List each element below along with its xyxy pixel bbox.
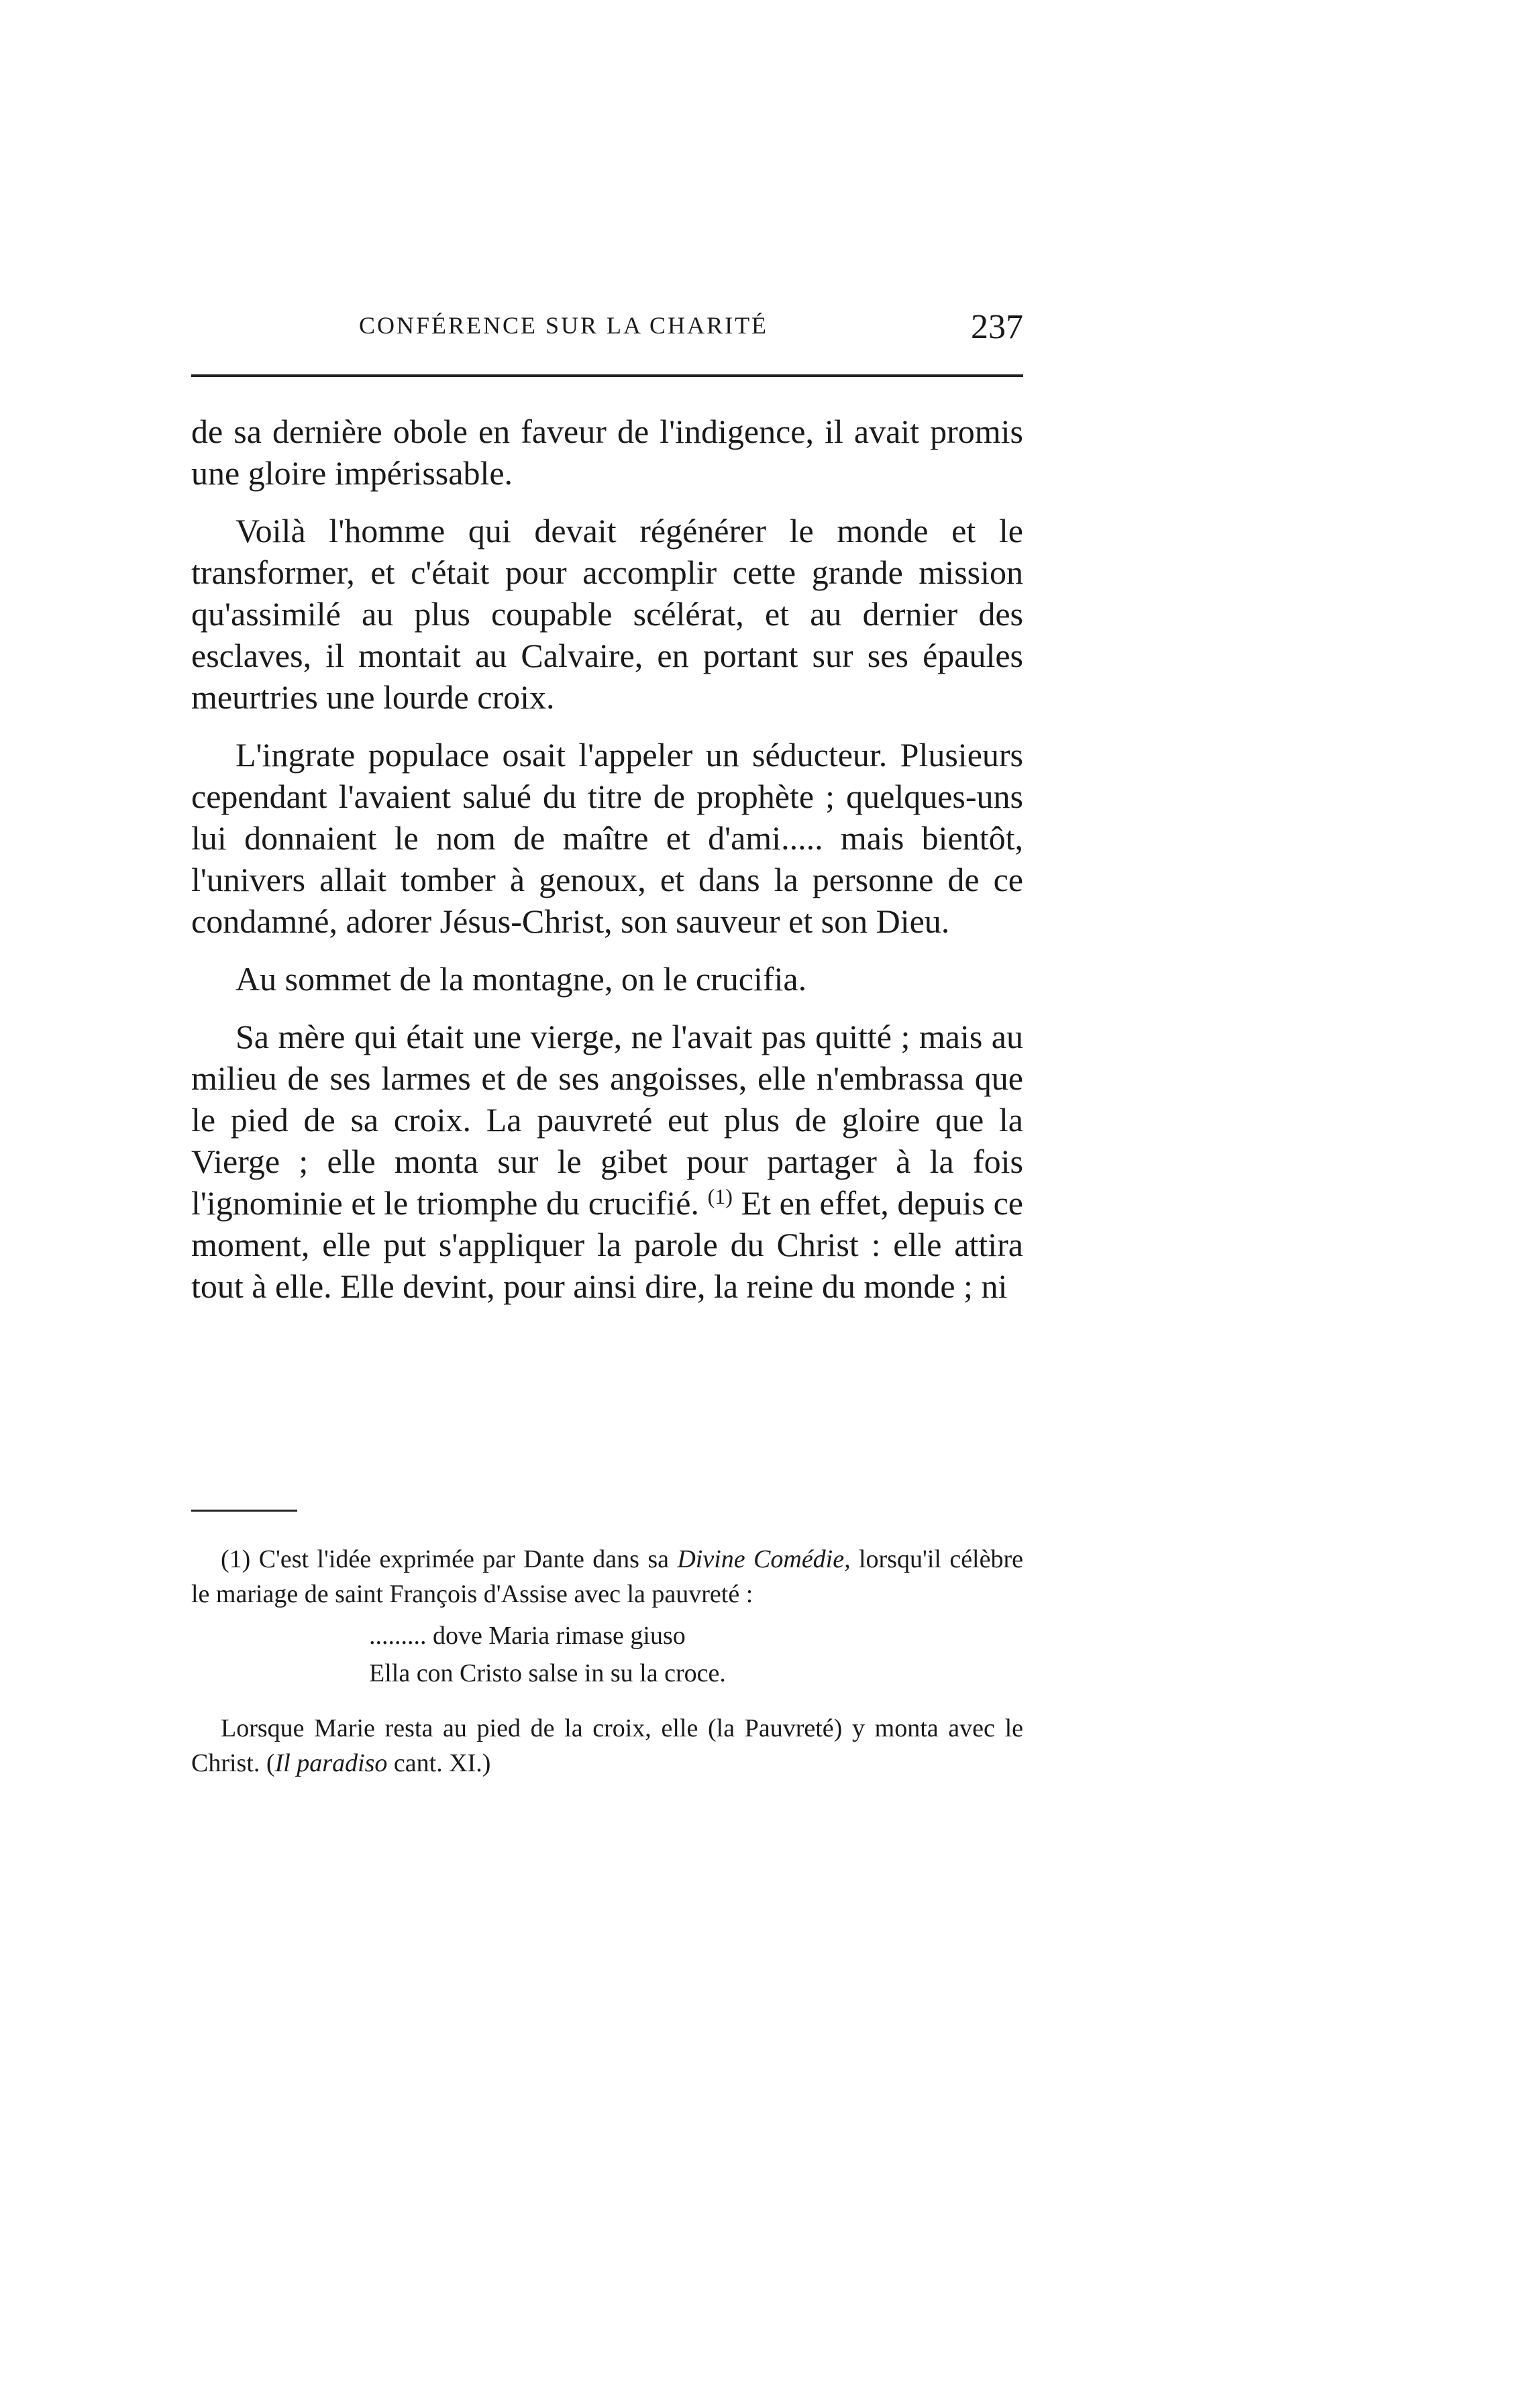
paragraph: Voilà l'homme qui devait régénérer le monde et le transformer, et c'était pour accomplir cette grande mission qu'assimilé au plus coupable scélérat, et au dernier des esclaves, il montait au Calvaire, en portant sur ses épaules meurtries une lourde croix. [191,512,1023,716]
verse-quote [191,1617,1023,1692]
paragraph-text: Et en effet, depuis ce moment, elle put s'appliquer la parole du Christ : elle attira tout à elle. Elle devint, pour ainsi dire, la reine du monde ; ni [191,1184,1023,1305]
footnote-text-part: lorsqu'il célèbre le mariage de saint François d'Assise avec la pauvreté : [191,1545,1024,1608]
paragraph [191,1016,1023,1307]
footnote-text-part: C'est l'idée exprimée par Dante dans sa [250,1545,678,1573]
running-header [191,307,1023,354]
running-title: CONFÉRENCE SUR LA CHARITÉ [359,312,769,339]
page-number: 237 [971,308,1023,346]
verse-line: ......... dove Maria rimase giuso [369,1622,686,1650]
paragraph-continued: de sa dernière obole en faveur de l'indigence, il avait promis une gloire impérissable. [191,413,1023,492]
paragraph: Au sommet de la montagne, on le crucifia. [236,960,807,998]
citation-part: ( [260,1749,275,1777]
footnote-rule [191,1510,297,1512]
translation-text: Lorsque Marie resta au pied de la croix, elle (la Pauvreté) y monta avec le Christ. [191,1714,1023,1777]
footnote-translation [191,1711,1023,1781]
citation-title: Il paradiso [274,1749,388,1777]
citation-part: cant. XI.) [387,1749,491,1777]
footnote-marker: (1) [221,1545,251,1573]
work-title: Divine Comédie, [677,1545,851,1573]
verse-line: Ella con Cristo salse in su la croce. [369,1659,726,1687]
header-rule [191,374,1023,377]
footnote [191,1542,1023,1781]
footnote-text [191,1542,1023,1612]
main-text [191,411,1023,1307]
paragraph-text: Sa mère qui était une vierge, ne l'avait pas quitté ; mais au milieu de ses larmes et de ses angoisses, elle n'embrassa que le pied de sa croix. La pauvreté eut plus de gloire que la Vierge ; elle monta sur le gibet pour partager à la fois l'ignominie et le triomphe du crucifié. [191,1018,1023,1222]
paragraph: L'ingrate populace osait l'appeler un séducteur. Plusieurs cependant l'avaient salué du titre de prophète ; quelques-uns lui donnaient le nom de maître et d'ami..... mais bientôt, l'univers allait tomber à genoux, et dans la personne de ce condamné, adorer Jésus-Christ, son sauveur et son Dieu. [191,736,1023,940]
footnote-reference: (1) [707,1184,733,1208]
